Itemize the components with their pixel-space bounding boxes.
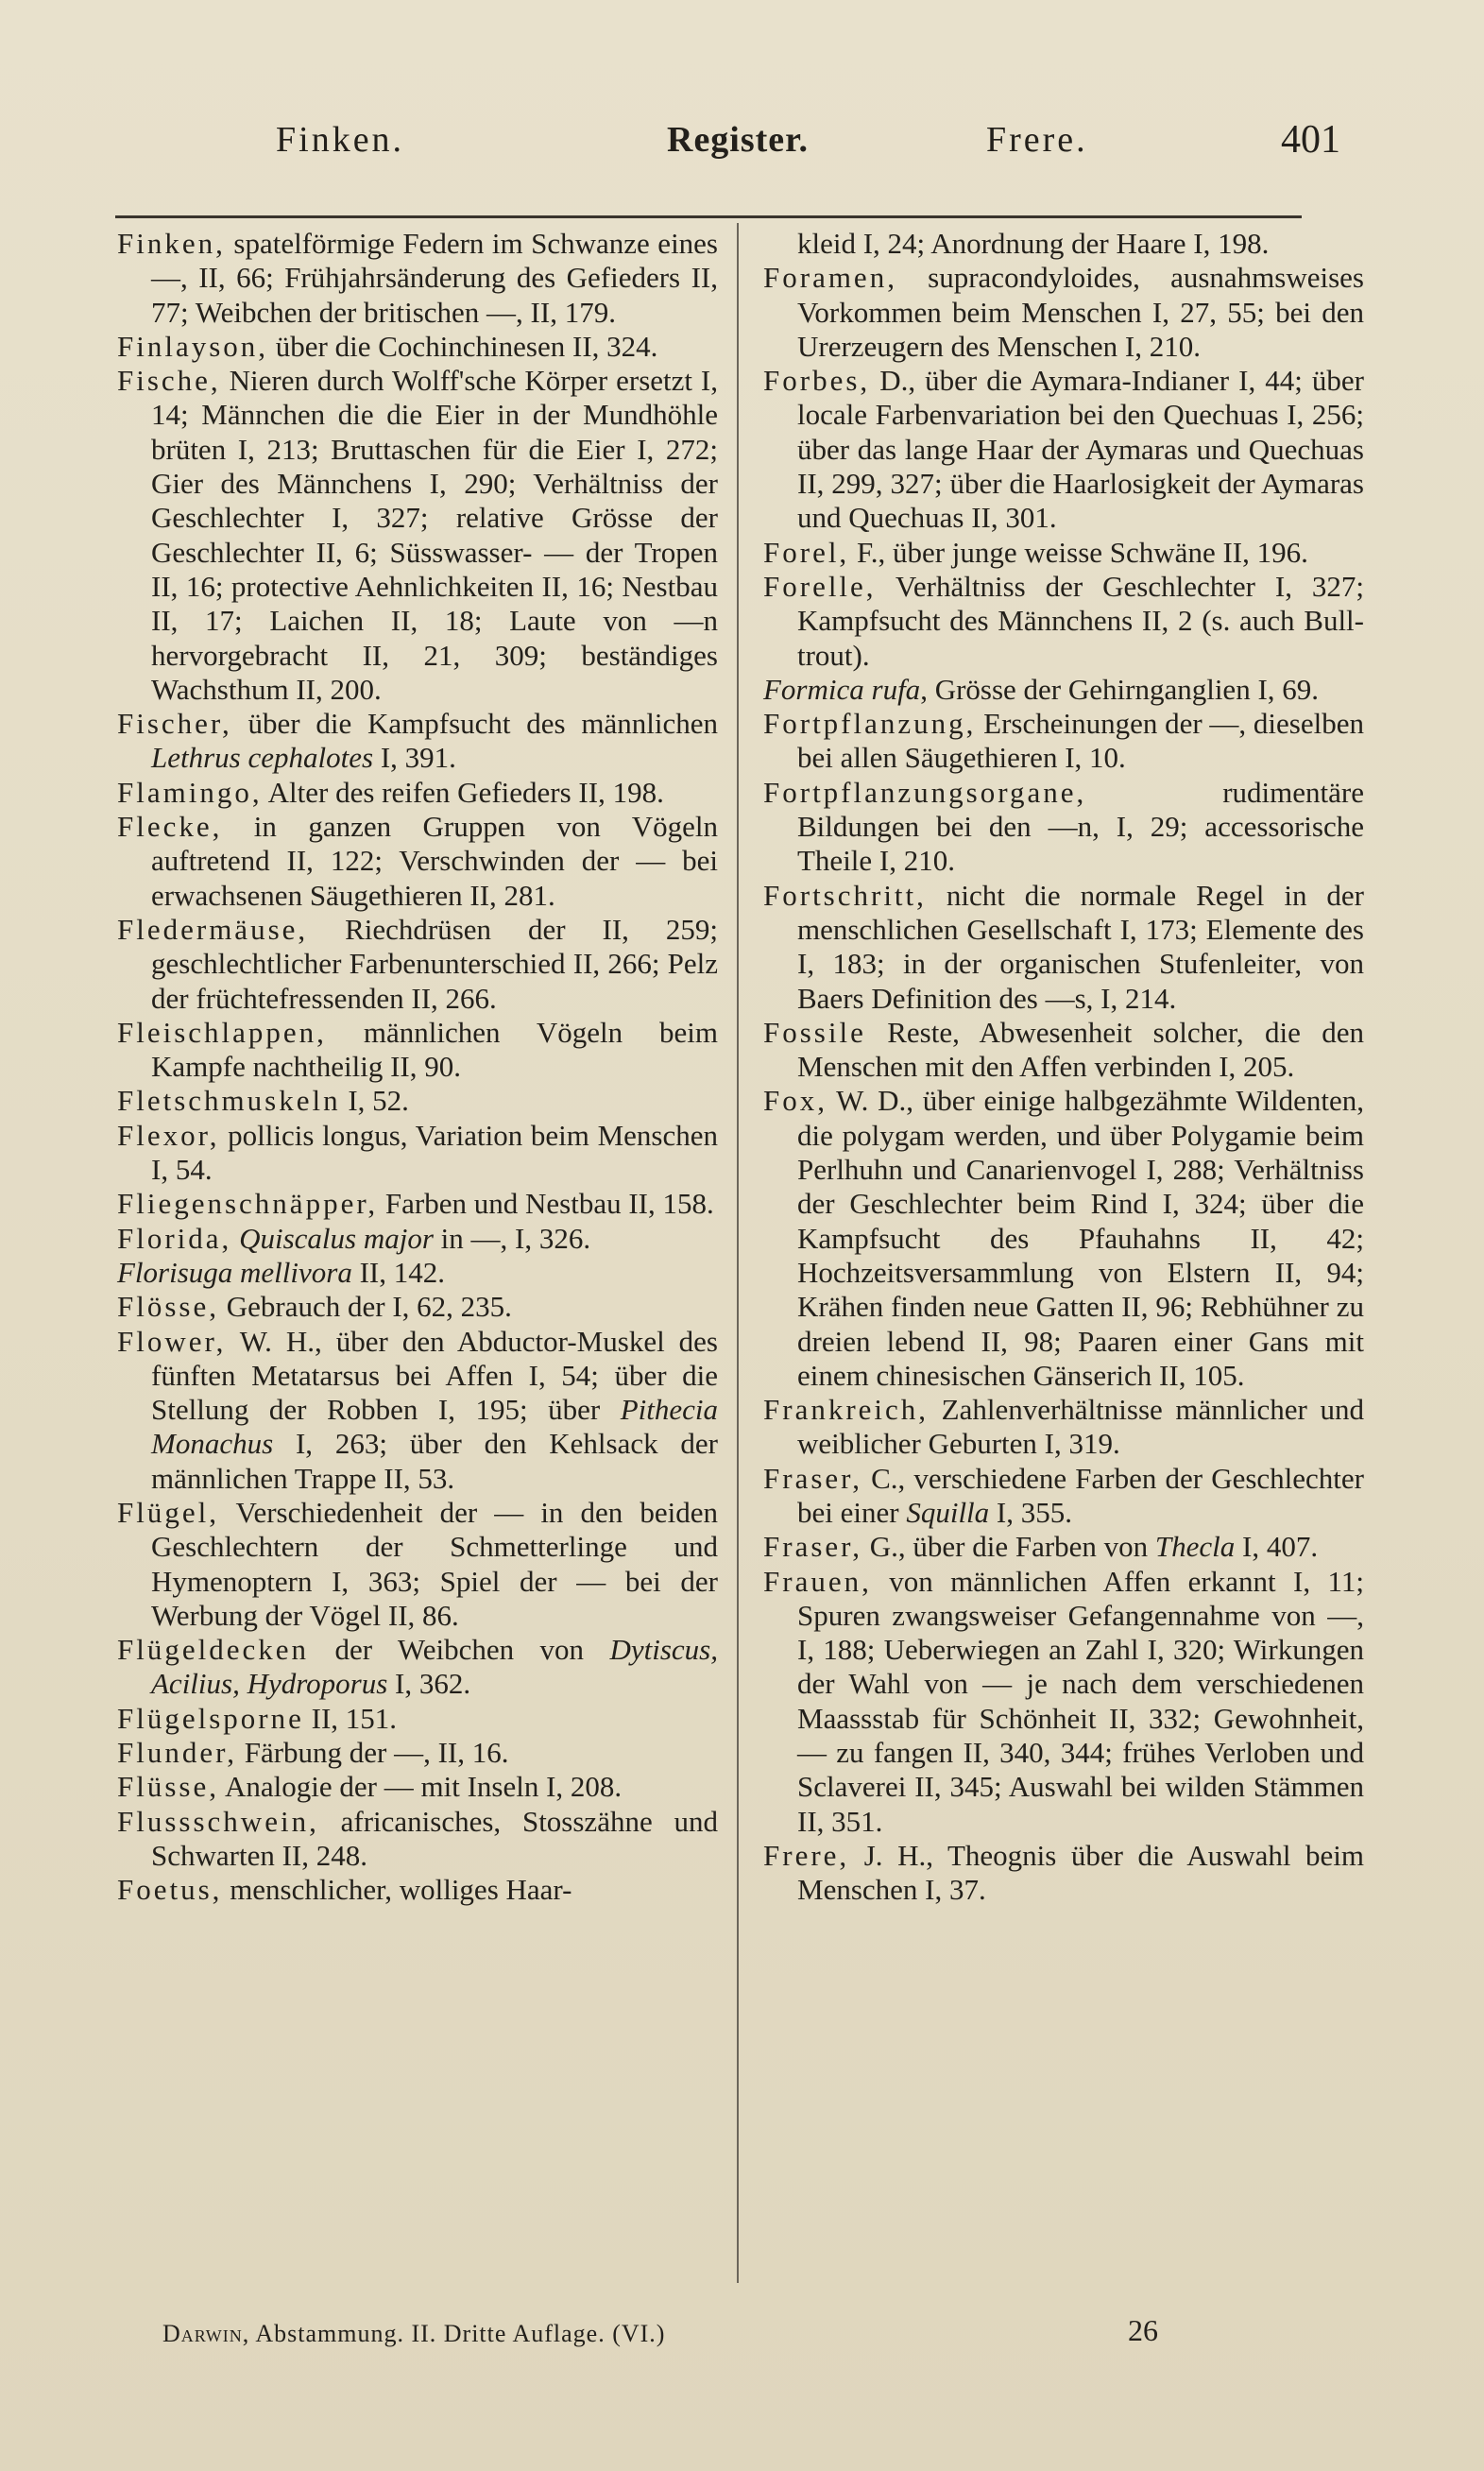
entry-headword: Finken, — [117, 227, 226, 260]
entry-headword: Foramen, — [763, 261, 897, 295]
entry-text: spatelförmige Federn im Schwanze eines —, II, 66; Frühjahrsänderung des Gefieders II, 77; Weibchen der britischen —, II, 179. — [151, 227, 718, 329]
entry-tail: I, 407. — [1235, 1530, 1319, 1564]
entry-text — [231, 1222, 239, 1255]
entry-text: der Weibchen von — [309, 1633, 610, 1667]
entry-headword: Fraser, — [763, 1530, 862, 1564]
entry-headword: Flamingo, — [117, 775, 263, 809]
entry-headword: Forelle, — [763, 569, 877, 603]
entry-tail: in —, I, 326. — [433, 1221, 591, 1255]
sheet-number: 26 — [1128, 2313, 1158, 2347]
entry-italic: Squilla — [906, 1495, 990, 1529]
entry-text: Alter des reifen Gefieders II, 198. — [262, 775, 664, 809]
entry-tail: I, 391. — [373, 741, 456, 775]
index-entry — [763, 570, 1364, 673]
index-entry — [117, 1770, 718, 1804]
entry-headword: Foetus, — [117, 1873, 223, 1907]
index-entry — [117, 1496, 718, 1633]
index-entry — [763, 1565, 1364, 1839]
index-entry — [763, 879, 1364, 1016]
entry-text: J. H., Theognis über die Auswahl beim Menschen I, 37. — [797, 1838, 1364, 1907]
index-entry — [763, 1393, 1364, 1462]
entry-text: menschlicher, wolliges Haar- — [222, 1873, 572, 1907]
entry-headword: Florida, — [117, 1221, 232, 1255]
entry-text: nicht die normale Regel in der menschlichen Gesellschaft I, 173; Elemente des I, 183; in der organischen Stufenleiter, von Baers Definition des —s, I, 214. — [797, 878, 1364, 1015]
entry-tail: II, 142. — [351, 1255, 446, 1289]
entry-text: II, 151. — [303, 1701, 398, 1735]
entry-headword: Flussschwein, — [117, 1804, 319, 1838]
entry-text: Verhältniss der Geschlechter I, 327; Kampfsucht des Männchens II, 2 (s. auch Bull-trout). — [797, 569, 1364, 672]
index-column-right — [763, 227, 1364, 1908]
entry-text: W. H., über den Abductor-Muskel des fünften Metatarsus bei Affen I, 54; über die Stellung der Robben I, 195; über — [151, 1324, 718, 1427]
index-entry — [763, 1530, 1364, 1564]
index-entry — [117, 1256, 718, 1290]
index-entry — [117, 1633, 718, 1702]
page-number: 401 — [1281, 118, 1340, 162]
entry-headword: Flüsse, — [117, 1770, 219, 1804]
entry-text: von männlichen Affen erkannt I, 11; Spuren zwangsweiser Gefangennahme von —, I, 188; Ueberwiegen an Zahl I, 320; Wirkungen der Wahl von — je nach dem verschiedenen Maassstab für Schönheit II, 332; Gewohnheit, — zu fangen II, 340, 344; frühes Verloben und Sclaverei II, 345; Auswahl bei wilden Stämmen II, 351. — [797, 1564, 1364, 1838]
entry-italic: Pithecia Monachus — [151, 1393, 718, 1461]
index-entry — [117, 1873, 718, 1907]
entry-text: D., über die Aymara-Indianer I, 44; über locale Farbenvariation bei den Quechuas I, 256; über das lange Haar der Aymaras und Quechuas II, 299, 327; über die Haarlosigkeit der Aymaras und Quechuas II, 301. — [797, 364, 1364, 535]
entry-text: I, 52. — [340, 1084, 409, 1118]
entry-headword: Forbes, — [763, 364, 871, 398]
entry-italic: Formica rufa — [763, 672, 921, 706]
entry-headword: Flösse, — [117, 1290, 219, 1324]
index-entry — [117, 1016, 718, 1085]
entry-headword: Flügeldecken — [117, 1633, 310, 1667]
index-entry — [763, 1839, 1364, 1908]
entry-headword: Frauen, — [763, 1564, 872, 1598]
index-entry — [117, 330, 718, 364]
entry-headword: Fledermäuse, — [117, 912, 309, 946]
index-entry — [117, 1187, 718, 1221]
index-entry — [117, 1325, 718, 1496]
entry-text: africanisches, Stosszähne und Schwarten II, 248. — [151, 1804, 718, 1872]
entry-text: in ganzen Gruppen von Vögeln auftretend II, 122; Verschwinden der — bei erwachsenen Säugethieren II, 281. — [151, 810, 718, 912]
entry-headword: Fortschritt, — [763, 878, 927, 912]
entry-text: Reste, Abwesenheit solcher, die den Menschen mit den Affen verbinden I, 205. — [797, 1015, 1364, 1084]
index-entry — [763, 536, 1364, 570]
index-column-left — [117, 227, 718, 1908]
entry-text: Riechdrüsen der II, 259; geschlechtlicher Farbenunterschied II, 266; Pelz der früchtefressenden II, 266. — [151, 912, 718, 1015]
entry-text: W. D., über einige halbgezähmte Wildenten, die polygam werden, und über Polygamie beim Perlhuhn und Canarienvogel I, 288; Verhältniss der Geschlechter beim Rind I, 324; über die Kampfsucht des Pfauhahns II, 42; Hochzeitsversammlung von Elstern II, 94; Krähen finden neue Gatten II, 96; Rebhühner zu dreien lebend II, 98; Paaren einer Gans mit einem chinesischen Gänserich II, 105. — [797, 1084, 1364, 1392]
running-head-left: Finken. — [276, 120, 405, 160]
column-divider — [737, 223, 739, 2283]
entry-text: kleid I, 24; Anordnung der Haare I, 198. — [797, 227, 1270, 260]
entry-headword: Flecke, — [117, 810, 223, 844]
index-entry — [763, 1084, 1364, 1393]
entry-text: Erscheinungen der —, dieselben bei allen Säugethieren I, 10. — [797, 707, 1365, 775]
index-entry — [763, 776, 1364, 879]
running-head-right: Frere. — [986, 120, 1088, 160]
entry-text: Nieren durch Wolff'sche Körper ersetzt I, 14; Männchen die die Eier in der Mundhöhle brüten I, 213; Bruttaschen für die Eier I, 272; Gier des Männchens I, 290; Verhältniss der Geschlechter I, 327; relative Grösse der Geschlechter II, 6; Süsswasser- — der Tropen II, 16; protective Aehnlichkeiten II, 16; Nestbau II, 17; Laichen II, 18; Laute von —n hervorgebracht II, 21, 309; beständiges Wachsthum II, 200. — [151, 364, 718, 706]
entry-tail: , Grösse der Gehirnganglien I, 69. — [920, 672, 1320, 706]
index-entry — [117, 1736, 718, 1770]
index-entry — [763, 1016, 1364, 1085]
entry-headword: Fortpflanzungsorgane, — [763, 775, 1087, 809]
index-entry — [117, 1119, 718, 1188]
entry-text: männlichen Vögeln beim Kampfe nachtheilig II, 90. — [151, 1015, 718, 1084]
entry-italic: Dytiscus, Acilius, Hydroporus — [151, 1633, 718, 1701]
entry-text: Farben und Nestbau II, 158. — [378, 1187, 714, 1221]
entry-text: Zahlenverhältnisse männlicher und weiblicher Geburten I, 319. — [797, 1393, 1364, 1461]
index-entry — [763, 261, 1364, 364]
entry-text: Gebrauch der I, 62, 235. — [219, 1290, 512, 1324]
entry-text: über die Cochinchinesen II, 324. — [268, 329, 658, 363]
entry-text: G., über die Farben von — [861, 1530, 1155, 1564]
entry-italic: Quiscalus major — [239, 1221, 434, 1255]
entry-tail: I, 263; über den Kehlsack der männlichen Trappe II, 53. — [151, 1427, 718, 1495]
entry-italic: Florisuga mellivora — [117, 1255, 352, 1289]
index-entry — [117, 776, 718, 810]
index-entry — [117, 1222, 718, 1256]
index-entry — [763, 673, 1364, 707]
entry-headword: Flunder, — [117, 1736, 237, 1770]
index-entry — [117, 227, 718, 330]
entry-headword: Fische, — [117, 364, 221, 398]
entry-headword: Fischer, — [117, 707, 232, 741]
index-entry — [117, 1805, 718, 1874]
entry-headword: Flügel, — [117, 1495, 219, 1529]
entry-headword: Fleischlappen, — [117, 1015, 327, 1049]
entry-headword: Fliegenschnäpper, — [117, 1187, 379, 1221]
entry-text: F., über junge weisse Schwäne II, 196. — [849, 535, 1308, 569]
entry-headword: Flexor, — [117, 1118, 220, 1152]
entry-tail: I, 362. — [387, 1667, 471, 1701]
entry-headword: Finlayson, — [117, 329, 269, 363]
signature-title: Abstammung. II. Dritte Auflage. (VI.) — [249, 2320, 666, 2347]
index-entry — [117, 707, 718, 776]
entry-headword: Frere, — [763, 1838, 850, 1872]
index-entry — [117, 1084, 718, 1118]
entry-text: über die Kampfsucht des männlichen — [231, 707, 718, 741]
entry-tail: I, 355. — [989, 1495, 1072, 1529]
entry-text: Analogie der — mit Inseln I, 208. — [219, 1770, 623, 1804]
entry-text: Färbung der —, II, 16. — [236, 1736, 509, 1770]
entry-text: pollicis longus, Variation beim Menschen I, 54. — [151, 1118, 718, 1187]
entry-headword: Fletschmuskeln — [117, 1084, 341, 1118]
entry-text: C., verschiedene Farben der Geschlechter bei einer — [797, 1461, 1364, 1529]
entry-italic: Thecla — [1154, 1530, 1236, 1564]
signature-author: Darwin, — [162, 2320, 250, 2347]
entry-headword: Flügelsporne — [117, 1701, 304, 1735]
entry-text: rudimentäre Bildungen bei den —n, I, 29; accessorische Theile I, 210. — [797, 775, 1364, 878]
entry-headword: Fortpflanzung, — [763, 707, 977, 741]
entry-italic: Lethrus cephalotes — [151, 741, 374, 775]
printer-signature — [162, 2320, 665, 2348]
entry-headword: Fraser, — [763, 1461, 862, 1495]
entry-text: supracondyloides, ausnahmsweises Vorkommen beim Menschen I, 27, 55; bei den Urerzeugern des Menschen I, 210. — [797, 261, 1364, 363]
entry-text: Verschiedenheit der — in den beiden Geschlechtern der Schmetterlinge und Hymenoptern I, 363; Spiel der — bei der Werbung der Vögel II, 86. — [151, 1495, 718, 1632]
index-entry — [117, 1290, 718, 1324]
entry-headword: Flower, — [117, 1324, 227, 1358]
running-head-center: Register. — [667, 120, 810, 160]
entry-headword: Fox, — [763, 1084, 827, 1118]
index-entry — [763, 1462, 1364, 1531]
entry-headword: Frankreich, — [763, 1393, 930, 1427]
entry-headword: Fossile — [763, 1015, 866, 1049]
index-entry — [763, 227, 1364, 261]
index-entry — [117, 913, 718, 1016]
index-entry — [763, 364, 1364, 535]
index-entry — [763, 707, 1364, 776]
index-entry — [117, 810, 718, 913]
header-rule — [115, 215, 1302, 218]
index-entry — [117, 364, 718, 707]
index-entry — [117, 1702, 718, 1736]
entry-headword: Forel, — [763, 535, 850, 569]
